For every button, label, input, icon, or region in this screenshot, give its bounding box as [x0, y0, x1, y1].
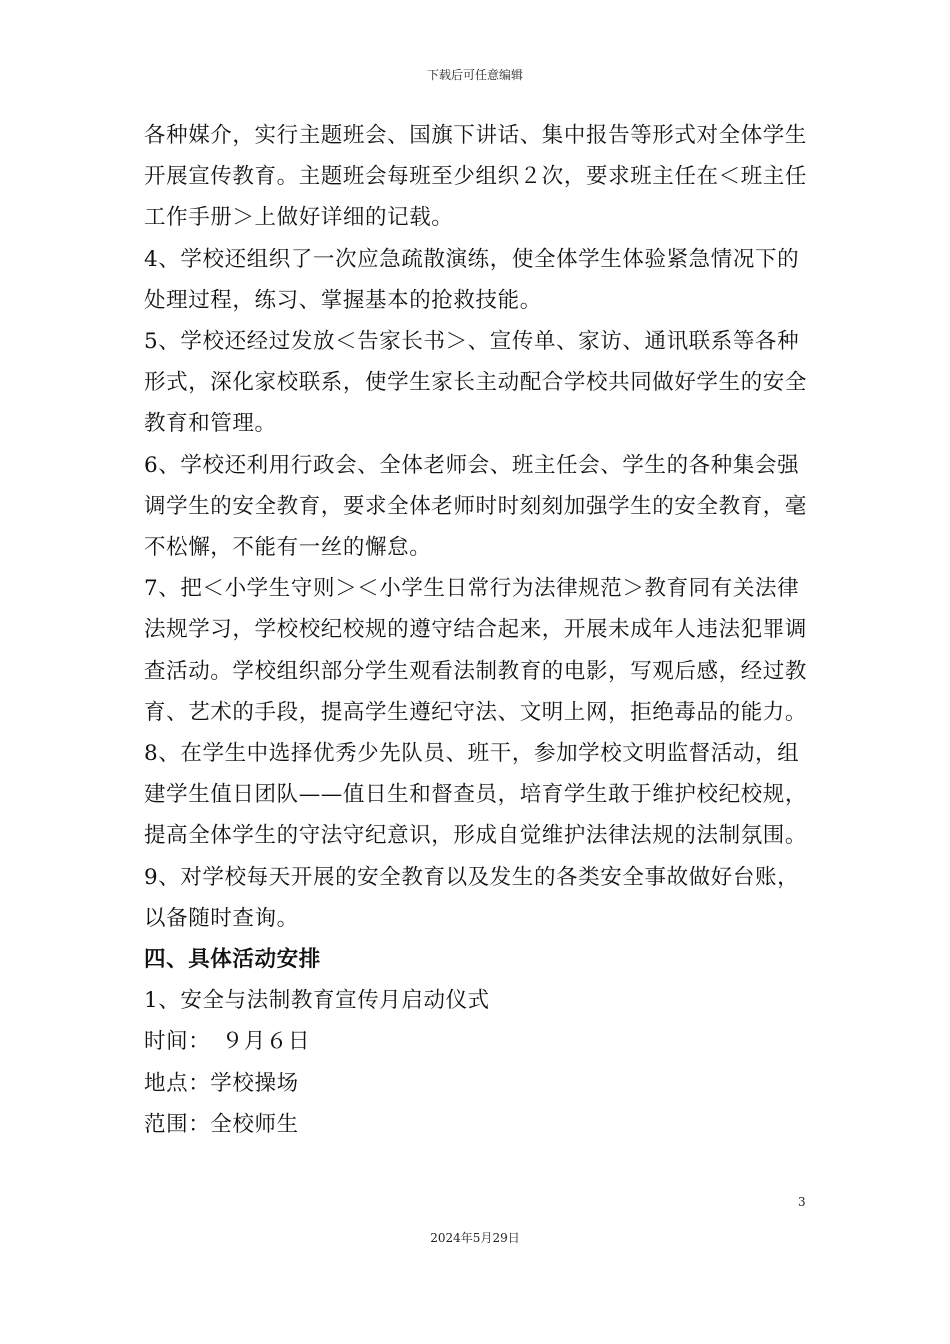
activity-place: 地点：学校操场: [144, 1070, 299, 1096]
activity-title: 1、安全与法制教育宣传月启动仪式: [144, 988, 490, 1014]
section-heading: 四、具体活动安排: [144, 947, 321, 973]
paragraph-item-7: 7、把＜小学生守则＞＜小学生日常行为法律规范＞教育同有关法律法规学习，学校校纪校规的遵守结合起来，开展未成年人违法犯罪调查活动。学校组织部分学生观看法制教育的电影，写观后感，经过教育、艺术的手段，提高学生遵纪守法、文明上网，拒绝毒品的能力。: [144, 576, 808, 725]
paragraph-item-8: 8、在学生中选择优秀少先队员、班干，参加学校文明监督活动，组建学生值日团队——值日生和督查员，培育学生敢于维护校纪校规，提高全体学生的守法守纪意识，形成自觉维护法律法规的法制氛围。: [144, 741, 808, 849]
page-number: 3: [798, 1195, 806, 1209]
document-body: [144, 115, 820, 1145]
paragraph-item-9: 9、对学校每天开展的安全教育以及发生的各类安全事故做好台账，以备随时查询。: [144, 864, 800, 931]
paragraph-intro-continued: 各种媒介，实行主题班会、国旗下讲话、集中报告等形式对全体学生开展宣传教育。主题班会每班至少组织２次，要求班主任在＜班主任工作手册＞上做好详细的记载。: [144, 123, 808, 231]
paragraph-item-5: 5、学校还经过发放＜告家长书＞、宣传单、家访、通讯联系等各种形式，深化家校联系，使学生家长主动配合学校共同做好学生的安全教育和管理。: [144, 329, 808, 437]
activity-time: 时间： ９月６日: [144, 1029, 311, 1055]
paragraph-item-4: 4、学校还组织了一次应急疏散演练，使全体学生体验紧急情况下的处理过程，练习、掌握基本的抢救技能。: [144, 246, 800, 313]
activity-scope: 范围：全校师生: [144, 1111, 299, 1137]
footer-date: 2024年5月29日: [430, 1231, 520, 1245]
page-header: 下载后可任意编辑: [426, 68, 523, 82]
paragraph-item-6: 6、学校还利用行政会、全体老师会、班主任会、学生的各种集会强调学生的安全教育，要求全体老师时时刻刻加强学生的安全教育，毫不松懈，不能有一丝的懈怠。: [144, 452, 808, 561]
